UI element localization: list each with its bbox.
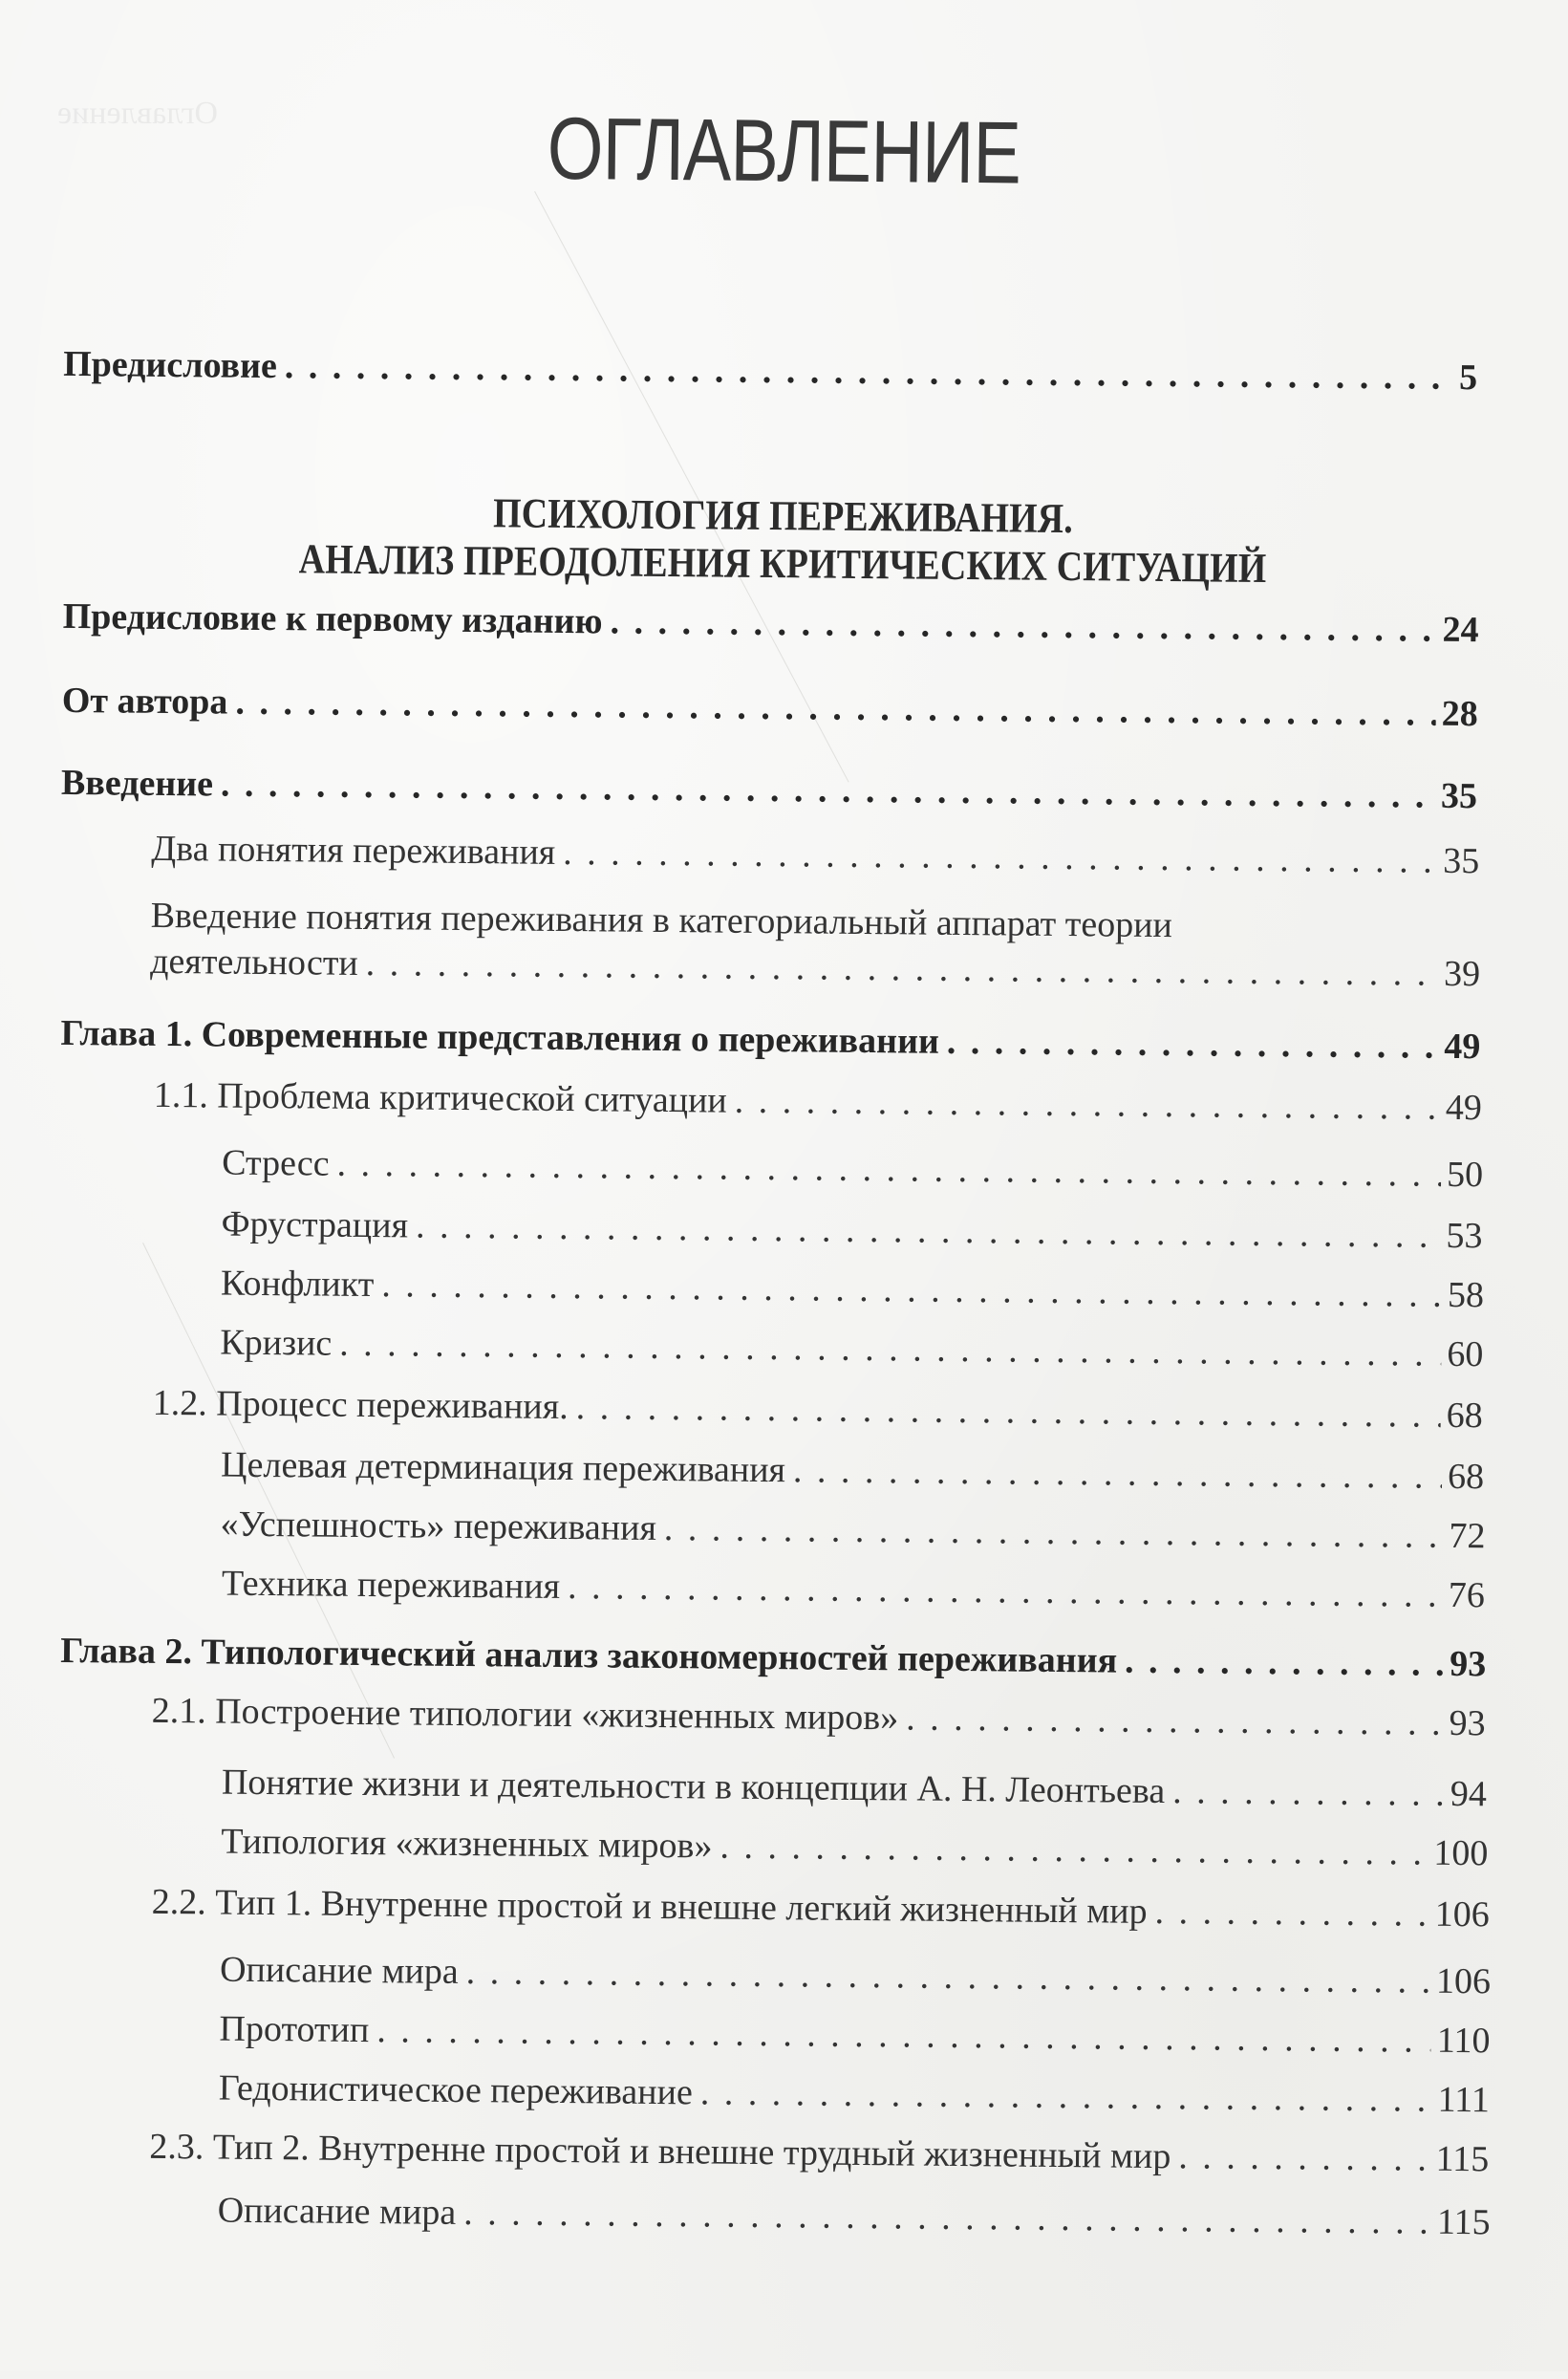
toc-entry-subsection[interactable] (222, 1142, 1483, 1198)
toc-page-number: 49 (1444, 1026, 1481, 1068)
toc-entry-label: 1.1. Проблема критической ситуации (153, 1074, 727, 1121)
toc-entry-preface[interactable] (63, 343, 1477, 400)
dot-leader (1178, 2135, 1430, 2181)
toc-entry-label: Кризис (220, 1322, 333, 1364)
toc-entry-intro-item[interactable] (151, 828, 1479, 884)
toc-page-number: 94 (1450, 1773, 1488, 1815)
toc-entry-label: Введение (60, 762, 214, 805)
toc-page-number: 39 (1443, 953, 1481, 995)
toc-entry-label: 2.3. Тип 2. Внутренне простой и внешне трудный жизненный мир (149, 2126, 1171, 2177)
toc-page-number: 58 (1447, 1274, 1485, 1316)
toc-entry-label: 1.2. Процесс переживания. (152, 1382, 569, 1428)
section-heading-line1: ПСИХОЛОГИЯ ПЕРЕЖИВАНИЯ. (492, 489, 1074, 543)
toc-entry-label: От автора (61, 680, 228, 723)
dot-leader (336, 1143, 1441, 1198)
page-title: ОГЛАВЛЕНИЕ (547, 99, 1021, 203)
toc-entry-section-1-2[interactable] (153, 1382, 1483, 1438)
toc-entry-section-2-3[interactable] (149, 2126, 1489, 2182)
dot-leader (381, 1264, 1442, 1317)
dot-leader (1125, 1640, 1445, 1687)
dot-leader (947, 1021, 1439, 1070)
dot-leader (339, 1323, 1441, 1377)
toc-entry-from-author[interactable] (62, 680, 1478, 737)
toc-entry-subsection[interactable] (217, 2190, 1490, 2245)
dot-leader (376, 2009, 1431, 2063)
toc-entry-label: Конфликт (220, 1263, 375, 1306)
toc-entry-section-2-1[interactable] (151, 1690, 1485, 1746)
toc-entry-label: Целевая детерминация переживания (220, 1444, 786, 1491)
toc-entry-chapter-2[interactable] (60, 1630, 1486, 1687)
dot-leader (610, 600, 1436, 652)
toc-entry-subsection[interactable] (220, 1503, 1485, 1559)
toc-page-number: 72 (1449, 1515, 1486, 1557)
toc-page-number: 93 (1450, 1643, 1487, 1685)
toc-page-number: 68 (1446, 1395, 1483, 1437)
dot-leader (235, 681, 1436, 737)
toc-entry-introduction[interactable] (61, 762, 1477, 819)
show-through-text: Оглавление (57, 96, 218, 131)
toc-page-number: 106 (1435, 1960, 1492, 2002)
toc-page-number: 5 (1458, 357, 1478, 399)
toc-page-number: 49 (1445, 1087, 1483, 1129)
toc-entry-subsection[interactable] (219, 2008, 1490, 2064)
dot-leader (416, 1204, 1441, 1258)
toc-page-number: 115 (1436, 2201, 1491, 2243)
toc-entry-section-1-1[interactable] (154, 1074, 1482, 1131)
toc-page-number: 53 (1446, 1215, 1483, 1257)
dot-leader (1172, 1770, 1445, 1816)
toc-entry-label: Стресс (221, 1142, 330, 1184)
toc-entry-intro-item[interactable] (150, 941, 1480, 997)
toc-entry-label: 2.2. Тип 1. Внутренне простой и внешне легкий жизненный мир (151, 1881, 1148, 1932)
toc-entry-chapter-1[interactable] (60, 1012, 1480, 1070)
toc-entry-subsection[interactable] (220, 1322, 1483, 1377)
toc-entry-subsection[interactable] (219, 2067, 1490, 2123)
toc-entry-label-line2: деятельности (150, 941, 358, 984)
dot-leader (720, 1826, 1428, 1876)
toc-entry-section-2-2[interactable] (152, 1881, 1490, 1937)
toc-entry-subsection[interactable] (221, 1821, 1488, 1876)
dot-leader (463, 2192, 1431, 2244)
toc-entry-label: Описание мира (217, 2190, 457, 2233)
toc-entry-subsection[interactable] (221, 1203, 1482, 1259)
toc-page-number: 76 (1448, 1574, 1486, 1616)
toc-entry-label: Описание мира (219, 1949, 459, 1992)
toc-entry-label: Гедонистическое переживание (218, 2067, 694, 2113)
toc-entry-preface-first-edition[interactable] (62, 595, 1478, 653)
toc-page-number: 115 (1435, 2138, 1490, 2180)
toc-page-number: 100 (1433, 1832, 1489, 1874)
dot-leader (1154, 1891, 1429, 1936)
toc-page-number: 28 (1441, 693, 1478, 735)
dot-leader (465, 1951, 1430, 2003)
toc-entry-subsection[interactable] (222, 1563, 1485, 1618)
toc-entry-subsection[interactable] (222, 1762, 1487, 1817)
dot-leader (221, 764, 1435, 819)
toc-entry-label: «Успешность» переживания (220, 1503, 657, 1548)
toc-page-number: 24 (1442, 609, 1479, 651)
toc-entry-label: Предисловие к первому изданию (62, 595, 603, 642)
dot-leader (735, 1080, 1440, 1131)
toc-entry-label: Фрустрация (221, 1203, 409, 1246)
dot-leader (906, 1697, 1444, 1745)
toc-page-number: 110 (1436, 2020, 1491, 2062)
dot-leader (700, 2071, 1432, 2122)
toc-entry-label: Прототип (219, 2008, 370, 2051)
toc-entry-label: Два понятия переживания (151, 828, 556, 873)
toc-page-number: 35 (1440, 775, 1478, 817)
toc-page-number: 68 (1447, 1456, 1485, 1498)
toc-page-number: 106 (1434, 1893, 1490, 1936)
toc-page-number: 111 (1437, 2079, 1491, 2121)
toc-entry-label: Глава 1. Современные представления о переживании (60, 1012, 940, 1062)
toc-entry-label: Понятие жизни и деятельности в концепции А. Н. Леонтьева (221, 1762, 1166, 1812)
dot-leader (568, 1566, 1443, 1617)
dot-leader (563, 832, 1437, 883)
toc-page-number: 93 (1449, 1702, 1486, 1744)
toc-page-number: 60 (1447, 1333, 1484, 1375)
dot-leader (366, 942, 1439, 996)
dot-leader (793, 1449, 1443, 1499)
toc-entry-subsection[interactable] (220, 1949, 1491, 2004)
dot-leader (285, 345, 1454, 400)
section-heading-line2: АНАЛИЗ ПРЕОДОЛЕНИЯ КРИТИЧЕСКИХ СИТУАЦИЙ (298, 535, 1267, 593)
toc-entry-subsection[interactable] (221, 1263, 1484, 1318)
toc-entry-label-line1[interactable]: Введение понятия переживания в категориальный аппарат теории (150, 895, 1173, 946)
dot-leader (664, 1507, 1444, 1558)
toc-page-number: 35 (1443, 840, 1480, 882)
dot-leader (575, 1386, 1440, 1438)
toc-entry-label: Глава 2. Типологический анализ закономерностей переживания (60, 1630, 1118, 1681)
toc-entry-label: Типология «жизненных миров» (221, 1821, 713, 1867)
toc-page-number: 50 (1446, 1154, 1484, 1196)
toc-entry-label: 2.1. Построение типологии «жизненных миров» (151, 1690, 899, 1739)
toc-entry-subsection[interactable] (221, 1444, 1484, 1500)
toc-entry-label: Предисловие (63, 343, 278, 387)
toc-entry-label: Техника переживания (221, 1563, 561, 1607)
